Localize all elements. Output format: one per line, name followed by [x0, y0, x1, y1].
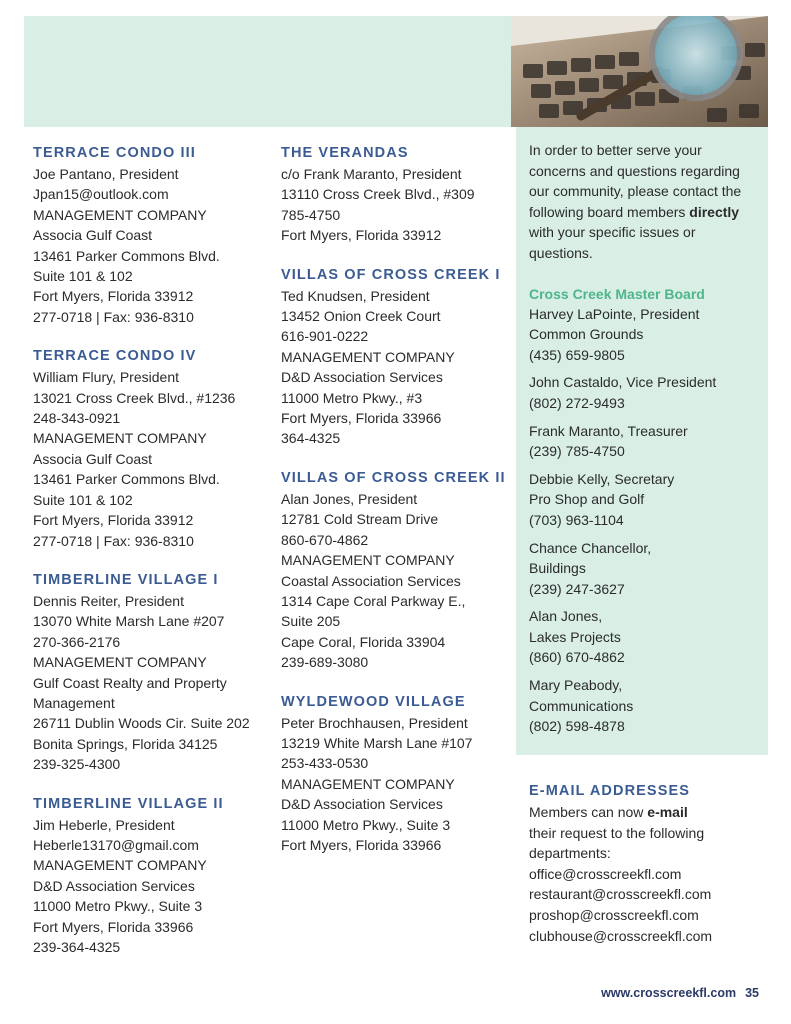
- board-member-line: (802) 272-9493: [529, 394, 625, 411]
- association-line: Suite 101 & 102: [33, 491, 133, 508]
- association-line: Bonita Springs, Florida 34125: [33, 735, 218, 752]
- column-1: [33, 143, 273, 976]
- board-member-line: (435) 659-9805: [529, 346, 625, 363]
- board-member-line: Alan Jones,: [529, 608, 603, 625]
- association-name: VILLAS OF CROSS CREEK II: [281, 469, 506, 486]
- email-title: E-MAIL ADDRESSES: [529, 783, 691, 799]
- email-address-link[interactable]: proshop@crosscreekfl.com: [529, 906, 699, 923]
- association-line: Fort Myers, Florida 33912: [33, 512, 194, 529]
- association-line: 239-364-4325: [33, 939, 121, 955]
- association-line: Fort Myers, Florida 33966: [281, 410, 442, 427]
- association-entry: [33, 794, 273, 958]
- association-line: D&D Association Services: [281, 369, 443, 386]
- association-line: MANAGEMENT COMPANY: [33, 857, 207, 874]
- board-member-line: Common Grounds: [529, 326, 644, 343]
- board-member: [529, 606, 761, 668]
- association-entry: [33, 346, 273, 551]
- intro-before: In order to better serve your concerns and questions regarding our community, please contact the following board members: [529, 142, 742, 220]
- board-member-line: Frank Maranto, Treasurer: [529, 422, 688, 439]
- association-line: MANAGEMENT COMPANY: [33, 654, 207, 671]
- board-member: [529, 304, 761, 366]
- association-line: 13461 Parker Commons Blvd.: [33, 247, 220, 264]
- association-line: Jim Heberle, President: [33, 816, 175, 833]
- association-line: 13070 White Marsh Lane #207: [33, 613, 225, 630]
- association-line: Associa Gulf Coast: [33, 450, 153, 467]
- intro-text: [529, 140, 761, 264]
- association-name: WYLDEWOOD VILLAGE: [281, 693, 466, 710]
- association-line: 13219 White Marsh Lane #107: [281, 734, 473, 751]
- association-line: Fort Myers, Florida 33966: [281, 836, 442, 853]
- intro-bold: directly: [689, 203, 740, 220]
- email-text-lines: [529, 823, 761, 864]
- association-line: Peter Brochhausen, President: [281, 714, 468, 731]
- association-line[interactable]: Jpan15@outlook.com: [33, 186, 169, 203]
- email-intro: [529, 802, 761, 823]
- association-line: Coastal Association Services: [281, 572, 461, 589]
- association-line: William Flury, President: [33, 369, 179, 386]
- association-line: Fort Myers, Florida 33912: [281, 227, 442, 244]
- board-member-line: Buildings: [529, 560, 586, 577]
- footer-url[interactable]: www.crosscreekfl.com: [601, 986, 737, 1000]
- association-line: Suite 205: [281, 613, 341, 630]
- association-line: MANAGEMENT COMPANY: [33, 206, 207, 223]
- association-line: Joe Pantano, President: [33, 166, 179, 182]
- page-footer: [601, 986, 759, 1000]
- board-member: [529, 538, 761, 600]
- association-line: MANAGEMENT COMPANY: [33, 430, 207, 447]
- board-member-line: Communications: [529, 697, 634, 714]
- board-member-line: Chance Chancellor,: [529, 539, 652, 556]
- association-line: Fort Myers, Florida 33966: [33, 918, 194, 935]
- association-line: Ted Knudsen, President: [281, 287, 430, 304]
- board-member-line: Pro Shop and Golf: [529, 491, 645, 508]
- board-member: [529, 372, 761, 413]
- page-number: 35: [745, 986, 759, 1000]
- association-line: 277-0718 | Fax: 936-8310: [33, 308, 194, 325]
- association-line[interactable]: Heberle13170@gmail.com: [33, 836, 199, 853]
- intro-after: with your specific issues or questions.: [529, 224, 696, 261]
- association-entry: [33, 570, 273, 775]
- board-member: [529, 469, 761, 531]
- association-name: TERRACE CONDO IV: [33, 348, 197, 365]
- association-line: 253-433-0530: [281, 755, 369, 772]
- association-line: Dennis Reiter, President: [33, 592, 184, 609]
- board-member-line: Debbie Kelly, Secretary: [529, 470, 675, 487]
- email-intro-before: Members can now: [529, 804, 648, 820]
- association-line: 616-901-0222: [281, 328, 369, 345]
- association-line: Alan Jones, President: [281, 490, 418, 507]
- association-line: 239-325-4300: [33, 756, 121, 773]
- email-address-link[interactable]: clubhouse@crosscreekfl.com: [529, 927, 713, 944]
- association-line: MANAGEMENT COMPANY: [281, 348, 455, 365]
- association-entry: [281, 143, 513, 246]
- email-text-line: their request to the following: [529, 824, 705, 841]
- association-entry: [281, 265, 513, 449]
- association-line: 364-4325: [281, 430, 341, 447]
- association-name: VILLAS OF CROSS CREEK I: [281, 266, 501, 283]
- email-addresses: [529, 864, 761, 946]
- column-2: [281, 143, 513, 874]
- association-line: 13110 Cross Creek Blvd., #309: [281, 186, 475, 203]
- board-member-line: Lakes Projects: [529, 628, 621, 645]
- association-name: TIMBERLINE VILLAGE I: [33, 571, 219, 588]
- association-name: THE VERANDAS: [281, 145, 409, 161]
- association-line: 11000 Metro Pkwy., Suite 3: [281, 816, 451, 833]
- board-members: [529, 304, 761, 737]
- association-line: 860-670-4862: [281, 531, 369, 548]
- association-line: 1314 Cape Coral Parkway E.,: [281, 592, 466, 609]
- association-line: Associa Gulf Coast: [33, 227, 153, 244]
- association-line: 12781 Cold Stream Drive: [281, 511, 439, 528]
- association-name: TERRACE CONDO III: [33, 145, 196, 161]
- board-member-line: (860) 670-4862: [529, 649, 625, 666]
- association-line: Fort Myers, Florida 33912: [33, 288, 194, 305]
- association-entry: [281, 468, 513, 673]
- board-member-line: (239) 247-3627: [529, 580, 625, 597]
- board-member: [529, 421, 761, 462]
- board-member-line: (802) 598-4878: [529, 718, 625, 735]
- association-line: c/o Frank Maranto, President: [281, 166, 462, 182]
- board-member-line: Mary Peabody,: [529, 677, 623, 694]
- association-line: MANAGEMENT COMPANY: [281, 775, 455, 792]
- association-name: TIMBERLINE VILLAGE II: [33, 795, 224, 812]
- association-line: Management: [33, 694, 115, 711]
- association-line: D&D Association Services: [281, 796, 443, 813]
- association-line: Gulf Coast Realty and Property: [33, 674, 227, 691]
- board-member-line: John Castaldo, Vice President: [529, 374, 717, 391]
- email-section: [529, 781, 761, 946]
- association-line: 11000 Metro Pkwy., #3: [281, 389, 423, 406]
- association-line: 239-689-3080: [281, 654, 369, 671]
- association-line: 248-343-0921: [33, 410, 121, 427]
- board-member-line: Harvey LaPointe, President: [529, 305, 700, 322]
- email-intro-bold: e-mail: [647, 804, 688, 820]
- association-line: 26711 Dublin Woods Cir. Suite 202: [33, 715, 250, 732]
- association-line: 13021 Cross Creek Blvd., #1236: [33, 389, 236, 406]
- keyboard-magnifier-photo: [511, 16, 768, 127]
- board-section: [529, 140, 761, 744]
- board-member-line: (703) 963-1104: [529, 511, 624, 528]
- email-text-line: departments:: [529, 845, 611, 862]
- association-line: 785-4750: [281, 206, 341, 223]
- email-address-link[interactable]: restaurant@crosscreekfl.com: [529, 886, 712, 903]
- board-member-line: (239) 785-4750: [529, 443, 625, 460]
- association-line: 270-366-2176: [33, 633, 121, 650]
- email-address-link[interactable]: office@crosscreekfl.com: [529, 865, 682, 882]
- association-entry: [33, 143, 273, 327]
- association-line: 13461 Parker Commons Blvd.: [33, 471, 220, 488]
- association-line: 11000 Metro Pkwy., Suite 3: [33, 898, 203, 915]
- association-line: D&D Association Services: [33, 877, 195, 894]
- board-member: [529, 675, 761, 737]
- association-line: 13452 Onion Creek Court: [281, 308, 441, 325]
- association-line: MANAGEMENT COMPANY: [281, 552, 455, 569]
- board-title: Cross Creek Master Board: [529, 285, 705, 302]
- association-line: Cape Coral, Florida 33904: [281, 633, 446, 650]
- association-line: Suite 101 & 102: [33, 268, 133, 285]
- association-line: 277-0718 | Fax: 936-8310: [33, 532, 194, 549]
- association-entry: [281, 692, 513, 856]
